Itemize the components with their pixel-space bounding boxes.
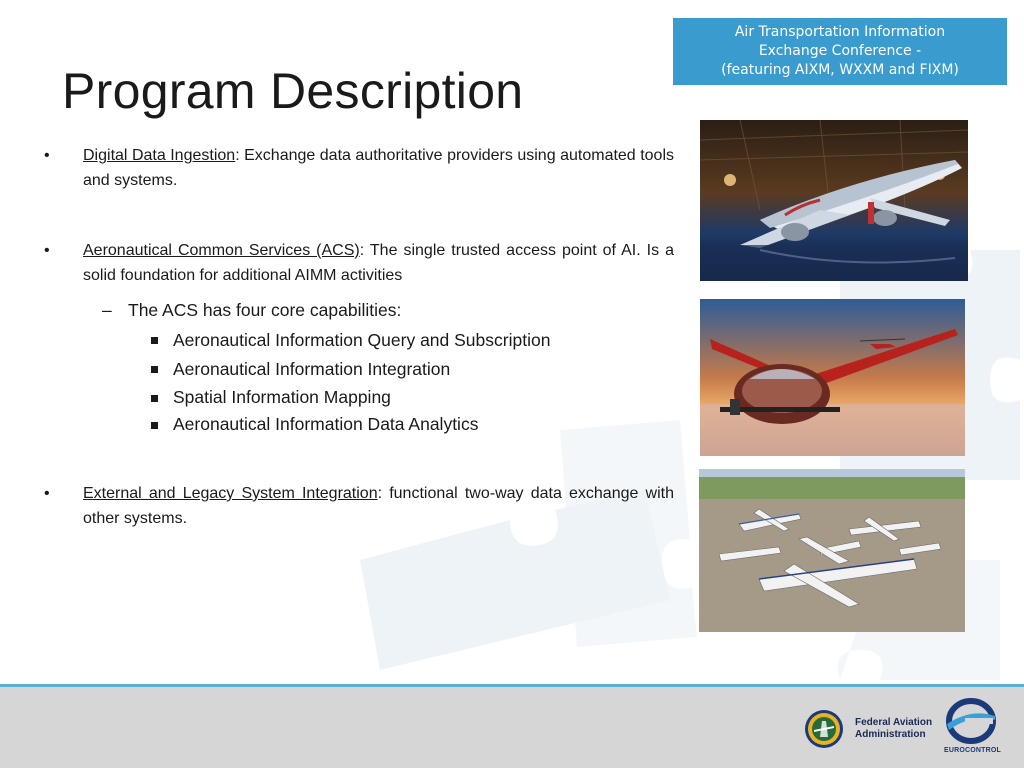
capability-text: Spatial Information Mapping [173,387,391,407]
bullet-text: : The single trusted access point of AI. Is a solid foundation for additional AIMM activities [83,242,675,284]
bullet-dot: • [44,485,50,502]
bullet-dot: • [44,242,50,259]
eurocontrol-logo-icon [945,698,997,744]
hangar-airliner-photo [700,120,968,281]
bullet-digital-data-ingestion [40,143,674,193]
capability-item [40,384,674,411]
bullet-term: Aeronautical Common Services (ACS) [83,242,360,259]
acs-subpoint [40,298,674,322]
capability-text: Aeronautical Information Integration [173,359,451,379]
faa-label-line-2: Administration [855,729,926,740]
square-bullet-icon [151,337,158,344]
banner-line-1: Air Transportation Information [734,24,946,40]
banner-line-2: Exchange Conference - [758,43,922,59]
conference-banner [673,18,1007,85]
capability-item [40,326,674,355]
dash-marker: – [102,300,112,320]
bullet-text: : functional two-way data exchange with other systems. [83,485,675,527]
faa-label-line-1: Federal Aviation [855,717,933,728]
bullet-external-legacy-integration [40,481,674,531]
bullet-text: : Exchange data authoritative providers using automated tools and systems. [83,147,674,189]
capability-text: Aeronautical Information Query and Subscription [173,330,551,350]
banner-line-3: (featuring AIXM, WXXM and FIXM) [721,62,959,78]
capabilities-list [40,326,674,438]
square-bullet-icon [151,366,158,373]
bullet-dot: • [44,147,50,164]
square-bullet-icon [151,395,158,402]
helicopter-sunset-photo [700,299,965,456]
capability-item [40,355,674,384]
capability-item [40,411,674,438]
eurocontrol-label: EUROCONTROL [944,747,1002,754]
square-bullet-icon [151,422,158,429]
bullet-list [40,143,674,531]
faa-seal-icon [804,709,844,749]
capability-text: Aeronautical Information Data Analytics [173,414,479,434]
aircraft-fleet-photo [699,469,965,632]
faa-label [855,717,932,741]
bullet-acs [40,238,674,288]
bullet-term: External and Legacy System Integration [83,485,378,502]
slide-title: Program Description [62,63,524,119]
subpoint-text: The ACS has four core capabilities: [128,300,402,320]
bullet-term: Digital Data Ingestion [83,147,236,164]
